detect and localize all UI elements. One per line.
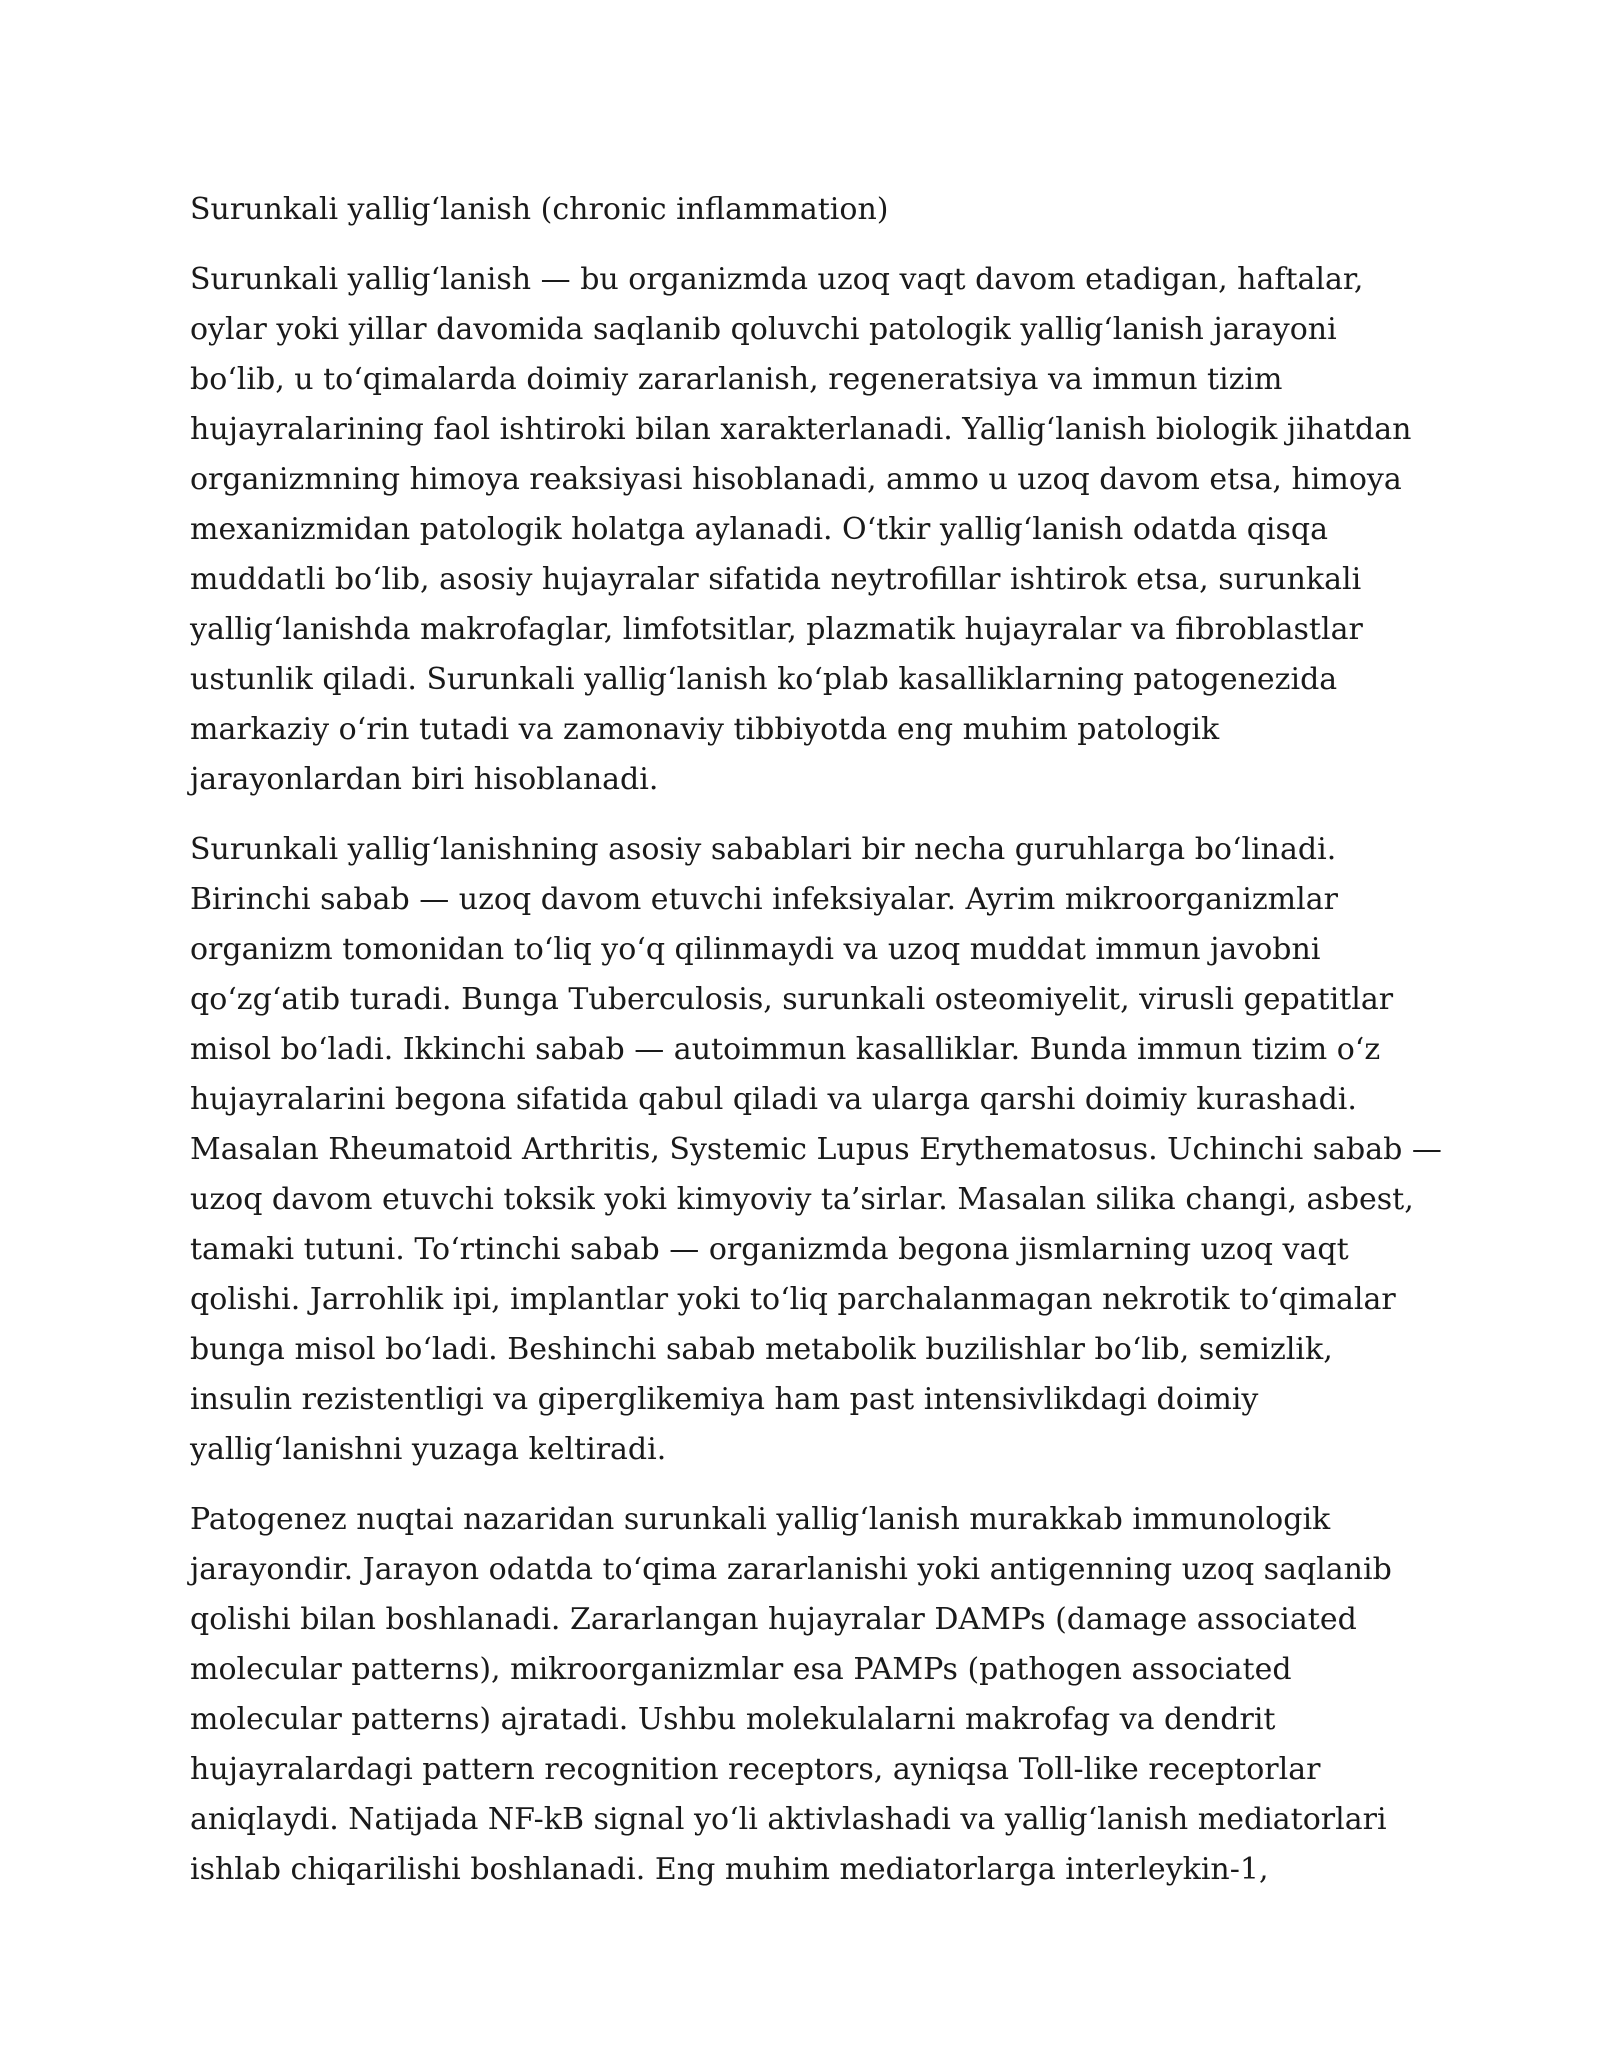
paragraph-line: aniqlaydi. Natijada NF-kB signal yo‘li aktivlashadi va yallig‘lanish mediatorlari <box>190 1802 1387 1837</box>
paragraph-line: bunga misol bo‘ladi. Beshinchi sabab metabolik buzilishlar bo‘lib, semizlik, <box>190 1332 1333 1367</box>
paragraph-line: organizmning himoya reaksiyasi hisoblanadi, ammo u uzoq davom etsa, himoya <box>190 462 1402 497</box>
paragraph-line: Birinchi sabab — uzoq davom etuvchi infeksiyalar. Ayrim mikroorganizmlar <box>190 882 1338 917</box>
document-title: Surunkali yallig‘lanish (chronic inflammation) <box>190 192 889 227</box>
paragraph-line: muddatli bo‘lib, asosiy hujayralar sifatida neytrofillar ishtirok etsa, surunkali <box>190 562 1362 597</box>
paragraph-line: qolishi bilan boshlanadi. Zararlangan hujayralar DAMPs (damage associated <box>190 1602 1357 1637</box>
paragraph-line: Surunkali yallig‘lanish — bu organizmda uzoq vaqt davom etadigan, haftalar, <box>190 262 1364 297</box>
paragraph-line: jarayonlardan biri hisoblanadi. <box>190 762 659 797</box>
paragraph <box>190 825 1450 1475</box>
paragraph-line: insulin rezistentligi va giperglikemiya ham past intensivlikdagi doimiy <box>190 1382 1259 1417</box>
paragraph-line: bo‘lib, u to‘qimalarda doimiy zararlanish, regeneratsiya va immun tizim <box>190 362 1283 397</box>
paragraph-line: ishlab chiqarilishi boshlanadi. Eng muhim mediatorlarga interleykin-1, <box>190 1852 1269 1887</box>
paragraph-line: tamaki tutuni. To‘rtinchi sabab — organizmda begona jismlarning uzoq vaqt <box>190 1232 1349 1267</box>
paragraph-line: Masalan Rheumatoid Arthritis, Systemic Lupus Erythematosus. Uchinchi sabab — <box>190 1132 1442 1167</box>
paragraph-line: mexanizmidan patologik holatga aylanadi. O‘tkir yallig‘lanish odatda qisqa <box>190 512 1328 547</box>
paragraph-line: molecular patterns) ajratadi. Ushbu molekulalarni makrofag va dendrit <box>190 1702 1276 1737</box>
paragraph-line: misol bo‘ladi. Ikkinchi sabab — autoimmun kasalliklar. Bunda immun tizim o‘z <box>190 1032 1381 1067</box>
paragraph-line: Surunkali yallig‘lanishning asosiy sabablari bir necha guruhlarga bo‘linadi. <box>190 832 1337 867</box>
paragraph-line: hujayralarini begona sifatida qabul qiladi va ularga qarshi doimiy kurashadi. <box>190 1082 1357 1117</box>
paragraph-line: uzoq davom etuvchi toksik yoki kimyoviy ta’sirlar. Masalan silika changi, asbest, <box>190 1182 1414 1217</box>
paragraph-line: Patogenez nuqtai nazaridan surunkali yallig‘lanish murakkab immunologik <box>190 1502 1331 1537</box>
paragraph-line: yallig‘lanishni yuzaga keltiradi. <box>190 1432 667 1467</box>
paragraph-line: qo‘zg‘atib turadi. Bunga Tuberculosis, surunkali osteomiyelit, virusli gepatitlar <box>190 982 1394 1017</box>
paragraph-line: oylar yoki yillar davomida saqlanib qoluvchi patologik yallig‘lanish jarayoni <box>190 312 1337 347</box>
paragraph-line: jarayondir. Jarayon odatda to‘qima zararlanishi yoki antigenning uzoq saqlanib <box>190 1552 1392 1587</box>
paragraph <box>190 255 1450 805</box>
paragraph-line: hujayralarining faol ishtiroki bilan xarakterlanadi. Yallig‘lanish biologik jihatdan <box>190 412 1412 447</box>
paragraph-line: markaziy o‘rin tutadi va zamonaviy tibbiyotda eng muhim patologik <box>190 712 1220 747</box>
paragraph-line: qolishi. Jarrohlik ipi, implantlar yoki to‘liq parchalanmagan nekrotik to‘qimalar <box>190 1282 1396 1317</box>
paragraph-line: yallig‘lanishda makrofaglar, limfotsitlar, plazmatik hujayralar va fibroblastlar <box>190 612 1363 647</box>
paragraph <box>190 1495 1450 1895</box>
document-page <box>190 185 1450 1915</box>
paragraph-line: ustunlik qiladi. Surunkali yallig‘lanish ko‘plab kasalliklarning patogenezida <box>190 662 1338 697</box>
paragraph-line: molecular patterns), mikroorganizmlar esa PAMPs (pathogen associated <box>190 1652 1292 1687</box>
paragraph-line: organizm tomonidan to‘liq yo‘q qilinmaydi va uzoq muddat immun javobni <box>190 932 1321 967</box>
document-body <box>190 255 1450 1895</box>
paragraph-line: hujayralardagi pattern recognition receptors, ayniqsa Toll-like receptorlar <box>190 1752 1321 1787</box>
